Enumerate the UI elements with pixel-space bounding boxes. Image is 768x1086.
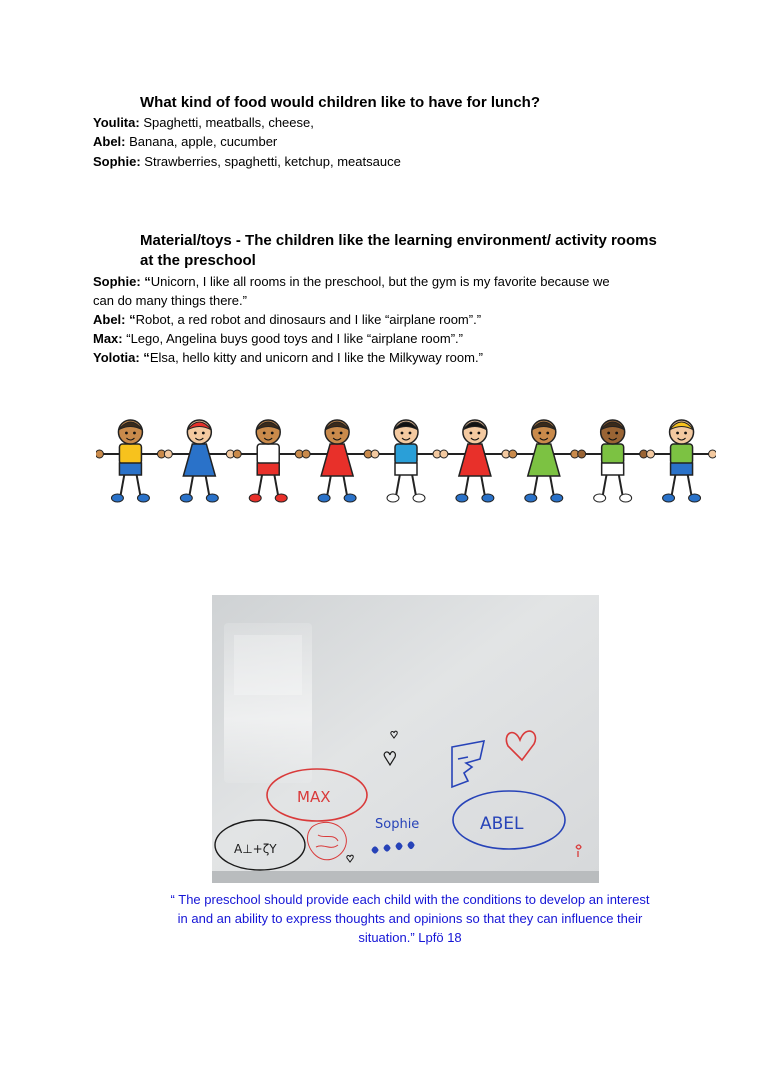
whiteboard-name-sophie: Sophie [375, 817, 420, 832]
children-holding-hands-illustration [96, 412, 716, 512]
window-reflection-pane [234, 635, 302, 695]
speaker-name: Youlita: [93, 115, 140, 130]
answer-text: Unicorn, I like all rooms in the preschool, but the gym is my favorite because we [150, 274, 610, 289]
toys-answer-abel [93, 310, 481, 329]
speaker-name: Sophie: “ [93, 274, 151, 289]
toys-answer-max [93, 329, 463, 348]
toys-heading-line2: at the preschool [140, 252, 256, 269]
speaker-name: Abel: [93, 134, 126, 149]
lunch-answer-youlita [93, 113, 314, 132]
cartoon-child [440, 420, 510, 502]
cartoon-child [233, 420, 303, 502]
answer-text: Banana, apple, cucumber [125, 134, 278, 149]
speaker-name: Sophie: [93, 154, 141, 169]
answer-text: Strawberries, spaghetti, ketchup, meatsauce [140, 154, 401, 169]
toys-answer-sophie-line1 [93, 272, 610, 291]
cartoon-child [302, 420, 372, 502]
whiteboard-tray [212, 871, 599, 883]
toys-heading-line1: Material/toys - The children like the learning environment/ activity rooms [140, 232, 657, 249]
curriculum-quote-line3: situation.” Lpfö 18 [358, 930, 462, 945]
speaker-name: Max: [93, 331, 123, 346]
lunch-answer-abel [93, 132, 277, 151]
whiteboard-name-max: MAX [297, 788, 331, 806]
curriculum-quote-line2: in and an ability to express thoughts and opinions so that they can influence their [177, 911, 643, 926]
answer-text: Elsa, hello kitty and unicorn and I like the Milkyway room.” [149, 350, 483, 365]
cartoon-child [509, 420, 579, 502]
speaker-name: Abel: “ [93, 312, 136, 327]
answer-text: Spaghetti, meatballs, cheese, [139, 115, 314, 130]
speaker-name: Yolotia: “ [93, 350, 150, 365]
cartoon-child [371, 420, 441, 502]
lunch-heading: What kind of food would children like to have for lunch? [140, 94, 540, 111]
cartoon-child [164, 420, 234, 502]
whiteboard-name-abel: ABEL [480, 814, 524, 834]
curriculum-quote-line1: “ The preschool should provide each child with the conditions to develop an interest [170, 892, 650, 907]
answer-text: Robot, a red robot and dinosaurs and I like “airplane room”.” [135, 312, 482, 327]
cartoon-child [578, 420, 648, 502]
cartoon-child [647, 420, 716, 502]
whiteboard-photo [212, 595, 599, 883]
toys-answer-yolotia [93, 348, 483, 367]
whiteboard-name-scribble: A⊥+ζY [234, 842, 277, 856]
lunch-answer-sophie [93, 152, 401, 171]
toys-answer-sophie-line2: can do many things there.” [93, 293, 247, 308]
cartoon-child [96, 420, 165, 502]
answer-text: “Lego, Angelina buys good toys and I like “airplane room”.” [122, 331, 463, 346]
